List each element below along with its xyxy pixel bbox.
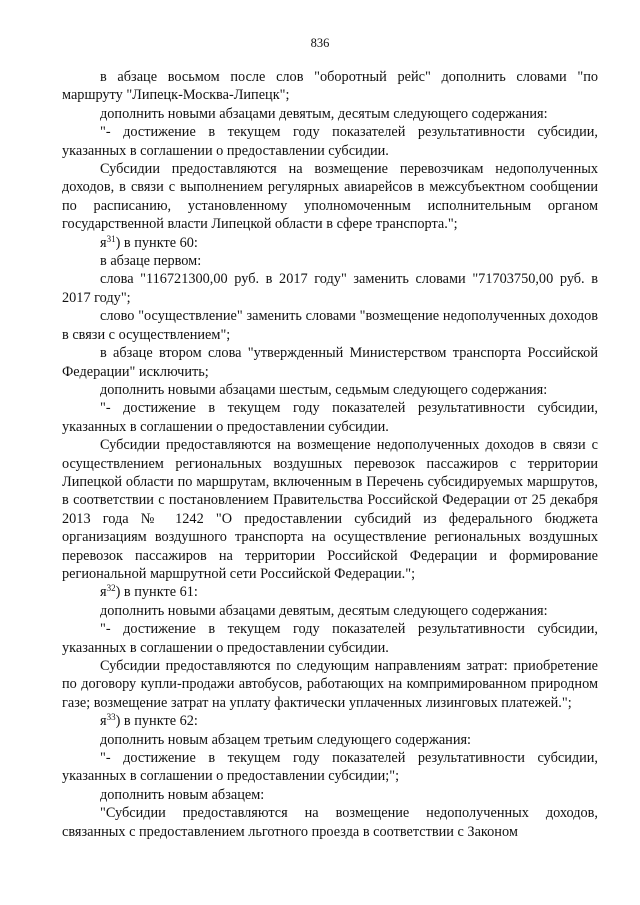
paragraph: дополнить новыми абзацами девятым, десятым следующего содержания:	[100, 602, 548, 619]
paragraph: Субсидии предоставляются по следующим направлениям затрат: приобретение по договору купли-продажи автобусов, работающих на компримированном природном газе; возмещение затрат на уплату фактически уплаченных лизинговых платежей.";	[62, 658, 598, 711]
item-letter: я	[100, 584, 107, 601]
paragraph: дополнить новыми абзацами шестым, седьмым следующего содержания:	[100, 381, 548, 398]
paragraph: дополнить новыми абзацами девятым, десятым следующего содержания:	[100, 105, 548, 122]
paragraph: "Субсидии предоставляются на возмещение недополученных доходов, связанных с предоставлением льготного проезда в соответствии с Законом	[62, 805, 598, 840]
paragraph: слово "осуществление" заменить словами "возмещение недополученных доходов в связи с осуществлением";	[62, 308, 598, 343]
paragraph: дополнить новым абзацем:	[100, 786, 265, 803]
item-superscript: 31	[106, 233, 116, 244]
item-text: ) в пункте 61:	[115, 584, 198, 601]
paragraph: в абзаце восьмом после слов "оборотный рейс" дополнить словами "по маршруту "Липецк-Москва-Липецк";	[62, 69, 598, 104]
item-superscript: 32	[106, 583, 116, 594]
paragraph: "- достижение в текущем году показателей результативности субсидии, указанных в соглашении о предоставлении субсидии.	[62, 400, 598, 435]
list-item-heading	[62, 234, 598, 252]
paragraph: слова "116721300,00 руб. в 2017 году" заменить словами "71703750,00 руб. в 2017 году";	[62, 271, 598, 306]
paragraph: в абзаце первом:	[100, 253, 202, 270]
paragraph: Субсидии предоставляются на возмещение недополученных доходов в связи с осуществлением региональных воздушных перевозок пассажиров с территории Липецкой области по маршрутам, включенным в Перечень субсидируемых маршрутов, в соответствии с постановлением Правительства Российской Федерации от 25 декабря 2013 года № 1242 "О предоставлении субсидий из федерального бюджета организациям воздушного транспорта на осуществление региональных воздушных перевозок пассажиров на территории Российской Федерации и формирование региональной маршрутной сети Российской Федерации.";	[62, 437, 598, 582]
paragraph: Субсидии предоставляются на возмещение перевозчикам недополученных доходов, в связи с выполнением регулярных авиарейсов в межсубъектном сообщении по расписанию, установленному уполномоченным исполнительным органом государственной власти Липецкой области в сфере транспорта.";	[62, 161, 598, 233]
list-item-heading	[62, 583, 598, 601]
list-item-heading	[62, 712, 598, 730]
item-text: ) в пункте 62:	[115, 713, 198, 730]
paragraph: в абзаце втором слова "утвержденный Министерством транспорта Российской Федерации" исключить;	[62, 345, 598, 380]
paragraph: "- достижение в текущем году показателей результативности субсидии, указанных в соглашении о предоставлении субсидии;";	[62, 750, 598, 785]
paragraph: "- достижение в текущем году показателей результативности субсидии, указанных в соглашении о предоставлении субсидии.	[62, 621, 598, 656]
paragraph: "- достижение в текущем году показателей результативности субсидии, указанных в соглашении о предоставлении субсидии.	[62, 124, 598, 159]
item-text: ) в пункте 60:	[115, 234, 198, 251]
item-letter: я	[100, 713, 107, 730]
page-number: 836	[310, 36, 330, 50]
item-letter: я	[100, 234, 107, 251]
item-superscript: 33	[106, 712, 116, 723]
document-body	[62, 68, 598, 841]
paragraph: дополнить новым абзацем третьим следующего содержания:	[100, 731, 472, 748]
